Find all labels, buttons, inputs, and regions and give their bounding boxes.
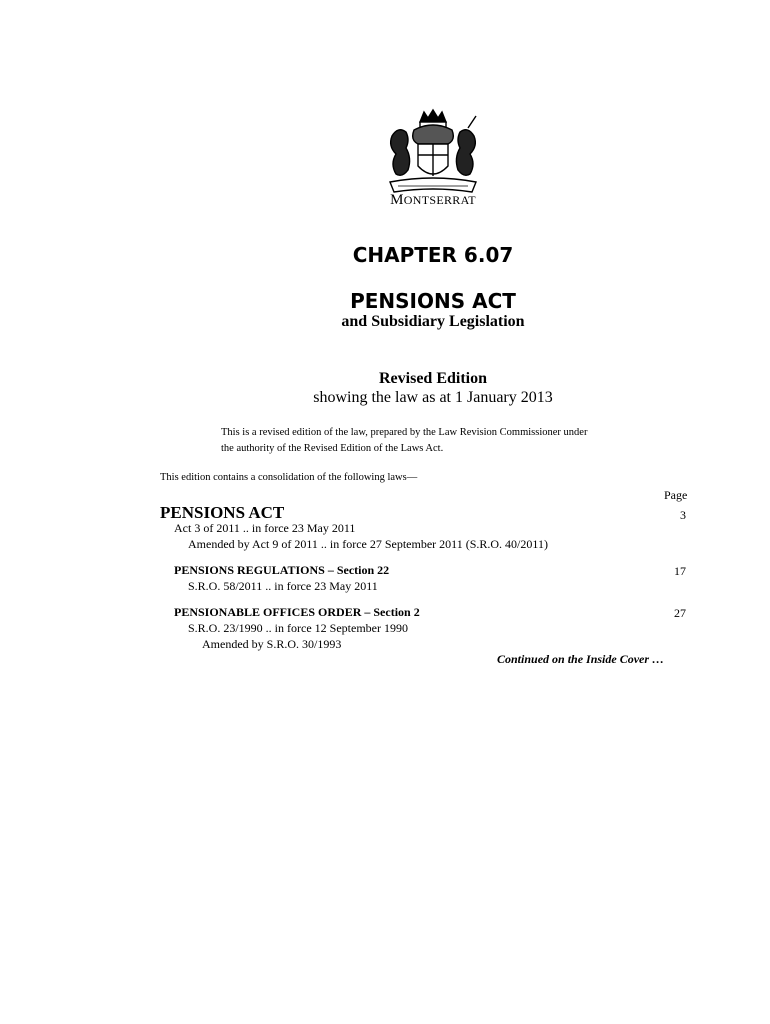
coat-of-arms-icon xyxy=(384,108,482,196)
contents-entry-title: PENSIONS REGULATIONS – Section 22 xyxy=(174,563,390,577)
contents-entry-line: S.R.O. 23/1990 .. in force 12 September 1990 xyxy=(188,621,408,635)
edition-note-line: This is a revised edition of the law, prepared by the Law Revision Commissioner under xyxy=(221,427,588,438)
act-subtitle: and Subsidiary Legislation xyxy=(341,313,525,330)
edition-title: Revised Edition xyxy=(378,370,487,387)
contents-entry-line: Amended by Act 9 of 2011 .. in force 27 September 2011 (S.R.O. 40/2011) xyxy=(188,537,548,551)
contents-entry-title: PENSIONS ACT xyxy=(160,503,285,522)
contents-entry-page: 3 xyxy=(680,508,686,522)
contents-entry-title: PENSIONABLE OFFICES ORDER – Section 2 xyxy=(174,605,420,619)
chapter-number: CHAPTER 6.07 xyxy=(352,243,514,267)
country-name: MONTSERRAT xyxy=(390,192,476,208)
contents-entry-page: 17 xyxy=(674,564,686,578)
contents-entry-line: S.R.O. 58/2011 .. in force 23 May 2011 xyxy=(188,579,378,593)
edition-note-line: the authority of the Revised Edition of the Laws Act. xyxy=(221,443,444,454)
contents-entry-line: Amended by S.R.O. 30/1993 xyxy=(202,637,342,651)
edition-note xyxy=(221,425,661,457)
consolidation-intro: This edition contains a consolidation of the following laws— xyxy=(160,472,418,483)
page-column-header: Page xyxy=(664,488,688,502)
contents-entry-page: 27 xyxy=(674,606,686,620)
act-title: PENSIONS ACT xyxy=(350,289,516,313)
continued-note: Continued on the Inside Cover … xyxy=(497,652,665,666)
edition-date: showing the law as at 1 January 2013 xyxy=(313,389,553,406)
contents-entry-line: Act 3 of 2011 .. in force 23 May 2011 xyxy=(174,521,356,535)
